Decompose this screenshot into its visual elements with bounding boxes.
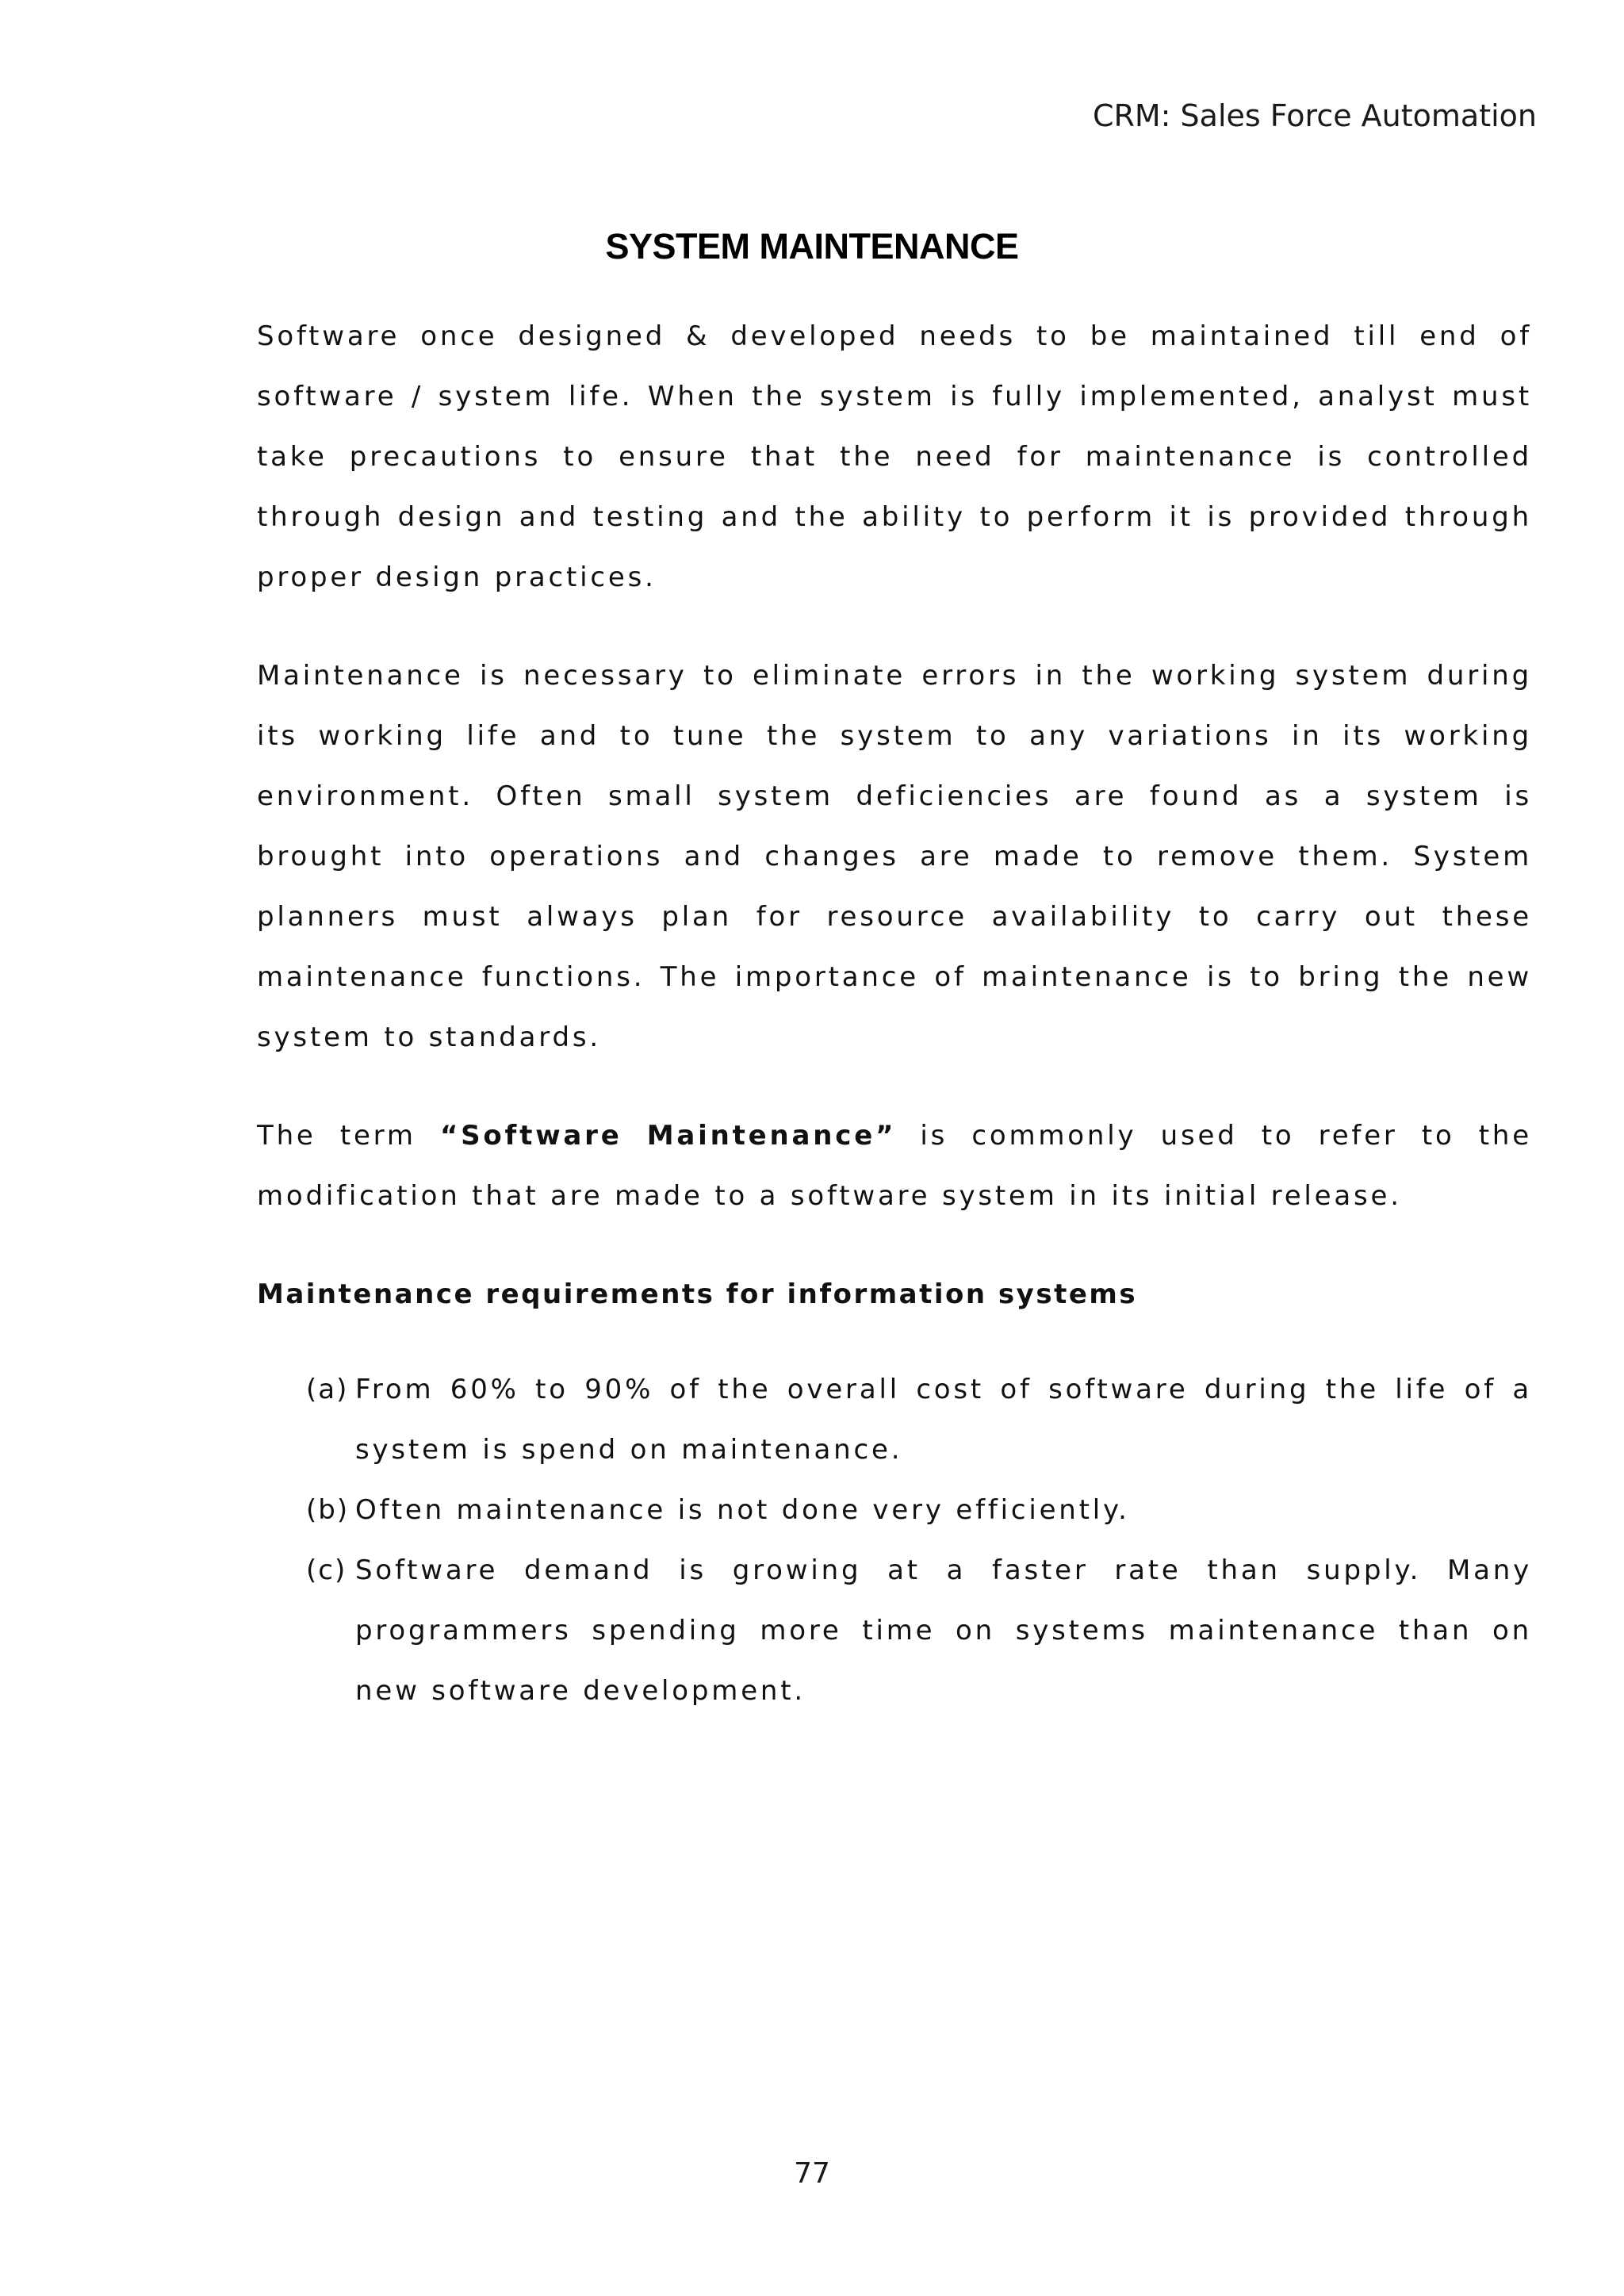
definition-lead-text: The term: [257, 1120, 440, 1152]
paragraph-necessity: Maintenance is necessary to eliminate errors in the working system during its working life and to tune the system to any variations in its working environment. Often small system deficiencies are found as a system is brought into operations and changes are made to remove them. System planners must always plan for resource availability to carry out these maintenance functions. The importance of maintenance is to bring the new system to standards.: [257, 660, 1532, 1053]
paragraph-definition: [257, 1106, 1532, 1226]
requirement-item-c: [306, 1540, 1532, 1721]
list-marker: (c): [306, 1554, 347, 1586]
paragraph-intro: Software once designed & developed needs to be maintained till end of software / system life. When the system is fully implemented, analyst must take precautions to ensure that the need for maintenance is controlled through design and testing and the ability to perform it is provided through proper design practices.: [257, 320, 1532, 593]
requirement-text: Often maintenance is not done very efficiently.: [355, 1494, 1130, 1526]
requirement-item-a: [306, 1359, 1532, 1480]
document-body: [257, 306, 1532, 1721]
definition-trailing-text: is commonly used to refer to the modification that are made to a software system in its initial release.: [257, 1120, 1532, 1212]
requirement-text: From 60% to 90% of the overall cost of software during the life of a system is spend on maintenance.: [355, 1374, 1532, 1466]
page-number: 77: [794, 2157, 830, 2190]
list-marker: (b): [306, 1494, 350, 1526]
requirement-text: Software demand is growing at a faster rate than supply. Many programmers spending more time on systems maintenance than on new software development.: [355, 1554, 1532, 1707]
page-title: SYSTEM MAINTENANCE: [605, 226, 1019, 267]
defined-term: “Software Maintenance”: [439, 1120, 897, 1152]
section-subheading: Maintenance requirements for information systems: [257, 1278, 1138, 1310]
running-header: CRM: Sales Force Automation: [1092, 98, 1537, 133]
requirements-list: [257, 1359, 1532, 1721]
list-marker: (a): [306, 1374, 349, 1405]
requirement-item-b: [306, 1480, 1532, 1540]
